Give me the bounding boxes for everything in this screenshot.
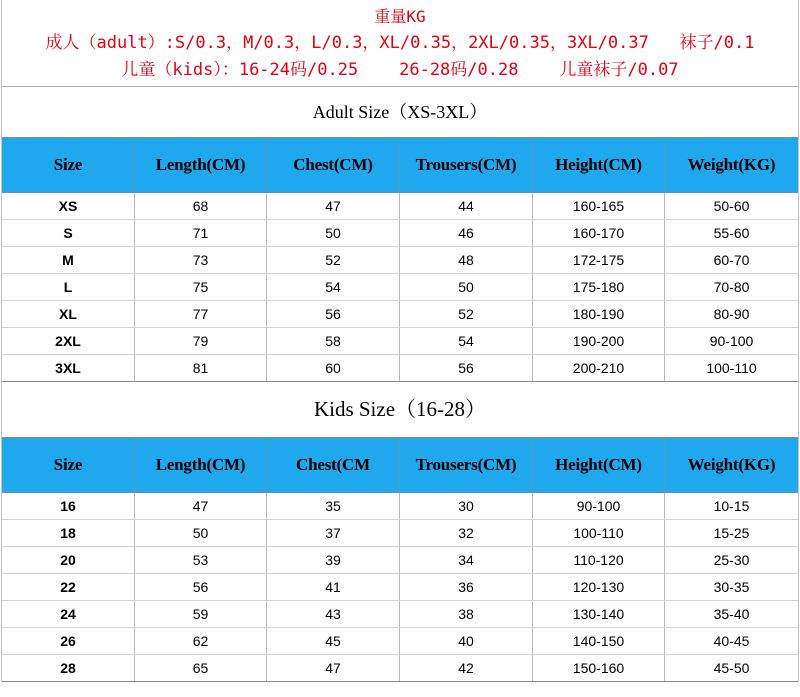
column-header-length: Length(CM) [135, 438, 267, 492]
chest-cell: 45 [267, 628, 400, 654]
height-cell: 130-140 [533, 601, 665, 627]
length-cell: 50 [135, 520, 267, 546]
length-cell: 75 [135, 274, 267, 300]
weight-cell: 100-110 [706, 360, 757, 376]
weight-cell: 40-45 [713, 633, 750, 649]
height-cell: 110-120 [533, 547, 665, 573]
column-header-height: Height(CM) [533, 438, 665, 492]
size-cell: 26 [2, 628, 135, 654]
table-row [2, 355, 798, 382]
weight-cell: 80-90 [713, 306, 750, 322]
size-cell: M [2, 247, 135, 273]
chest-cell: 37 [267, 520, 400, 546]
weight-cell: 30-35 [713, 579, 750, 595]
table-row [2, 193, 798, 220]
height-cell: 150-160 [533, 655, 665, 681]
length-cell: 53 [135, 547, 267, 573]
chest-cell: 35 [267, 493, 400, 519]
height-cell: 172-175 [533, 247, 665, 273]
table-body [2, 493, 798, 682]
column-header-height: Height(CM) [533, 138, 665, 192]
height-cell: 160-170 [533, 220, 665, 246]
trousers-cell: 56 [400, 355, 533, 381]
table-row [2, 628, 798, 655]
length-cell: 79 [135, 328, 267, 354]
height-cell: 140-150 [533, 628, 665, 654]
column-header-weight: Weight(KG) [687, 455, 776, 474]
table-header-row [2, 438, 798, 493]
trousers-cell: 54 [400, 328, 533, 354]
length-cell: 47 [135, 493, 267, 519]
trousers-cell: 46 [400, 220, 533, 246]
table-header-row [2, 138, 798, 193]
trousers-cell: 52 [400, 301, 533, 327]
table-row [2, 547, 798, 574]
size-chart [1, 0, 799, 682]
weight-cell: 45-50 [713, 660, 750, 676]
chest-cell: 56 [267, 301, 400, 327]
table-row [2, 328, 798, 355]
chest-cell: 39 [267, 547, 400, 573]
kids-weight-note: 儿童（kids）：16-24码/0.25 26-28码/0.28 儿童袜子/0.07 [121, 60, 679, 80]
trousers-cell: 32 [400, 520, 533, 546]
weight-notes-heading: 重量KG [374, 7, 426, 26]
table-row [2, 274, 798, 301]
size-cell: L [2, 274, 135, 300]
size-cell: 28 [2, 655, 135, 681]
chest-cell: 54 [267, 274, 400, 300]
table-row [2, 655, 798, 682]
length-cell: 73 [135, 247, 267, 273]
height-cell: 190-200 [533, 328, 665, 354]
size-cell: 3XL [2, 355, 135, 381]
adult-size-title: Adult Size（XS-3XL） [2, 87, 798, 138]
column-header-size: Size [2, 138, 135, 192]
height-cell: 90-100 [533, 493, 665, 519]
table-row [2, 520, 798, 547]
table-row [2, 493, 798, 520]
height-cell: 180-190 [533, 301, 665, 327]
table-body [2, 193, 798, 382]
length-cell: 56 [135, 574, 267, 600]
column-header-length: Length(CM) [135, 138, 267, 192]
table-row [2, 247, 798, 274]
column-header-trousers: Trousers(CM) [400, 438, 533, 492]
table-row [2, 301, 798, 328]
column-header-chest: Chest(CM) [267, 138, 400, 192]
trousers-cell: 30 [400, 493, 533, 519]
size-cell: 2XL [2, 328, 135, 354]
chest-cell: 43 [267, 601, 400, 627]
size-cell: XL [2, 301, 135, 327]
length-cell: 62 [135, 628, 267, 654]
length-cell: 81 [135, 355, 267, 381]
chest-cell: 50 [267, 220, 400, 246]
weight-cell: 35-40 [713, 606, 750, 622]
height-cell: 120-130 [533, 574, 665, 600]
size-cell: 18 [2, 520, 135, 546]
weight-cell: 55-60 [713, 225, 750, 241]
chest-cell: 60 [267, 355, 400, 381]
trousers-cell: 48 [400, 247, 533, 273]
table-row [2, 220, 798, 247]
weight-cell: 10-15 [713, 498, 750, 514]
weight-cell: 90-100 [709, 333, 754, 349]
table-row [2, 601, 798, 628]
size-cell: 22 [2, 574, 135, 600]
size-cell: XS [2, 193, 135, 219]
trousers-cell: 34 [400, 547, 533, 573]
size-cell: 20 [2, 547, 135, 573]
chest-cell: 52 [267, 247, 400, 273]
chest-cell: 47 [267, 193, 400, 219]
trousers-cell: 36 [400, 574, 533, 600]
height-cell: 175-180 [533, 274, 665, 300]
column-header-weight: Weight(KG) [687, 155, 776, 174]
weight-notes [2, 0, 798, 87]
length-cell: 71 [135, 220, 267, 246]
kids-size-title: Kids Size（16-28） [2, 382, 798, 438]
length-cell: 68 [135, 193, 267, 219]
height-cell: 160-165 [533, 193, 665, 219]
adult-size-table [2, 138, 798, 382]
trousers-cell: 42 [400, 655, 533, 681]
weight-cell: 70-80 [713, 279, 750, 295]
weight-cell: 25-30 [713, 552, 750, 568]
size-cell: 16 [2, 493, 135, 519]
size-cell: 24 [2, 601, 135, 627]
chest-cell: 47 [267, 655, 400, 681]
size-cell: S [2, 220, 135, 246]
chest-cell: 41 [267, 574, 400, 600]
kids-size-table [2, 438, 798, 682]
length-cell: 59 [135, 601, 267, 627]
weight-cell: 50-60 [713, 198, 750, 214]
column-header-chest: Chest(CM [267, 438, 400, 492]
trousers-cell: 38 [400, 601, 533, 627]
column-header-size: Size [2, 438, 135, 492]
adult-weight-note: 成人（adult）:S/0.3，M/0.3，L/0.3，XL/0.35，2XL/0.35，3XL/0.37 袜子/0.1 [45, 33, 755, 53]
trousers-cell: 40 [400, 628, 533, 654]
trousers-cell: 50 [400, 274, 533, 300]
height-cell: 100-110 [533, 520, 665, 546]
column-header-trousers: Trousers(CM) [400, 138, 533, 192]
chest-cell: 58 [267, 328, 400, 354]
trousers-cell: 44 [400, 193, 533, 219]
length-cell: 77 [135, 301, 267, 327]
height-cell: 200-210 [533, 355, 665, 381]
weight-cell: 60-70 [713, 252, 750, 268]
length-cell: 65 [135, 655, 267, 681]
table-row [2, 574, 798, 601]
weight-cell: 15-25 [713, 525, 750, 541]
